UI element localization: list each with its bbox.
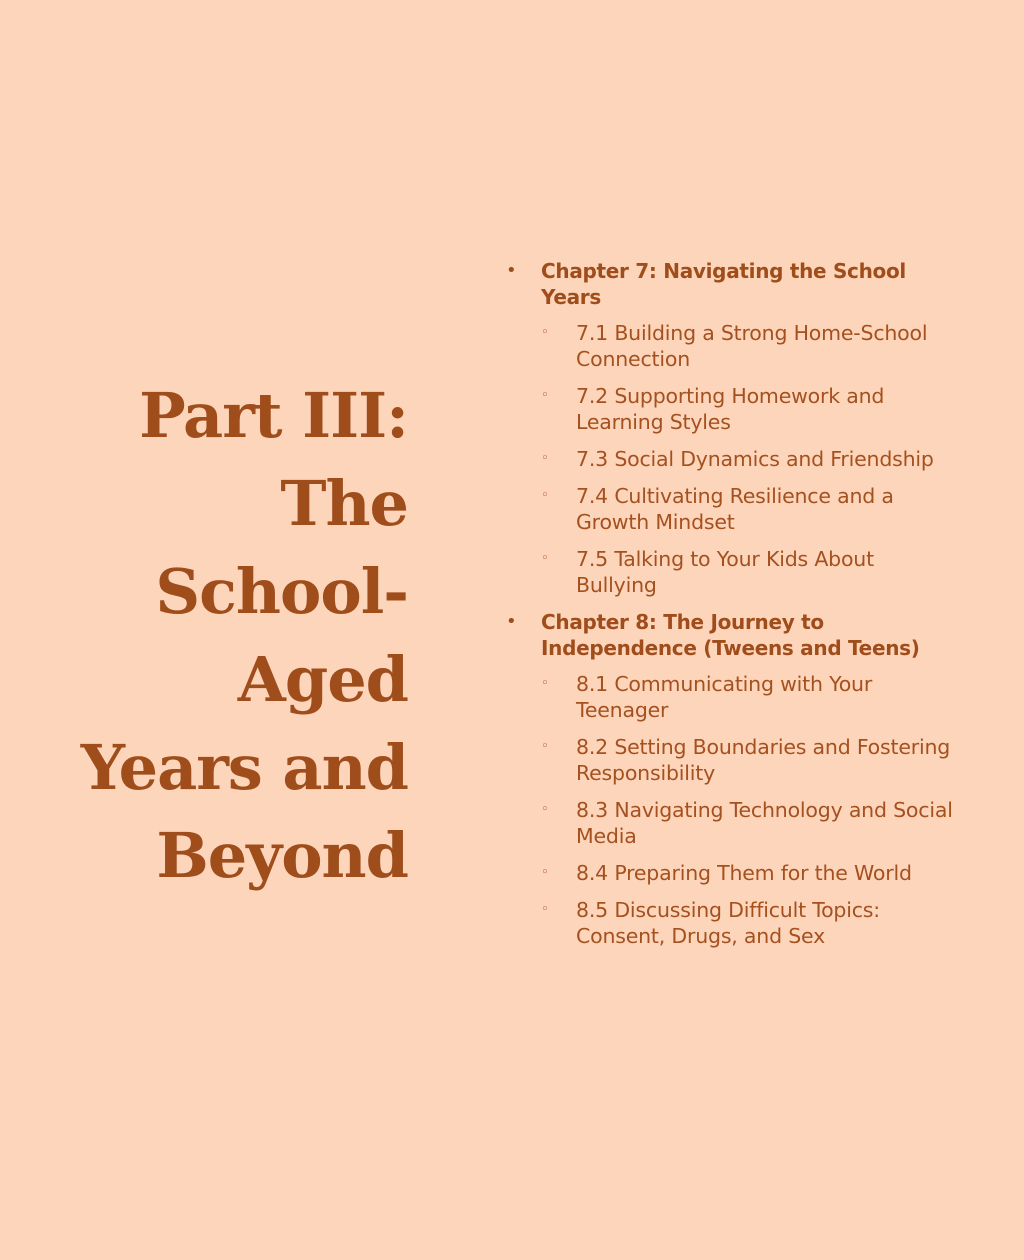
table-of-contents: [500, 258, 960, 960]
section-title: 8.2 Setting Boundaries and Fostering Responsibility: [576, 735, 951, 785]
circle-bullet-icon: ◦: [541, 388, 549, 403]
section-title: 8.1 Communicating with Your Teenager: [576, 672, 873, 722]
section-item: [541, 383, 960, 435]
section-item: [541, 320, 960, 372]
circle-bullet-icon: ◦: [541, 551, 549, 566]
part-title-line: Part III:: [139, 379, 408, 452]
section-title: 7.1 Building a Strong Home-School Connection: [576, 321, 928, 371]
section-item: [541, 734, 960, 786]
bullet-icon: •: [506, 260, 517, 281]
part-title-line: The: [280, 467, 408, 540]
section-title: 8.4 Preparing Them for the World: [576, 861, 912, 885]
chapter-7: [500, 258, 960, 598]
section-item: [541, 897, 960, 949]
circle-bullet-icon: ◦: [541, 902, 549, 917]
section-title: 7.3 Social Dynamics and Friendship: [576, 447, 934, 471]
section-title: 8.5 Discussing Difficult Topics: Consent, Drugs, and Sex: [576, 898, 880, 948]
section-item: [541, 671, 960, 723]
circle-bullet-icon: ◦: [541, 488, 549, 503]
part-title-line: Aged: [237, 643, 408, 716]
section-item: [541, 483, 960, 535]
circle-bullet-icon: ◦: [541, 325, 549, 340]
part-title-line: Beyond: [156, 819, 408, 892]
section-item: [541, 860, 960, 886]
circle-bullet-icon: ◦: [541, 739, 549, 754]
section-item: [541, 797, 960, 849]
section-title: 8.3 Navigating Technology and Social Media: [576, 798, 953, 848]
circle-bullet-icon: ◦: [541, 451, 549, 466]
section-item: [541, 446, 960, 472]
circle-bullet-icon: ◦: [541, 802, 549, 817]
chapter-8: [500, 609, 960, 949]
section-list: [541, 671, 960, 949]
bullet-icon: •: [506, 611, 517, 632]
section-title: 7.2 Supporting Homework and Learning Styles: [576, 384, 885, 434]
part-title-line: School-: [155, 555, 408, 628]
part-title: [60, 372, 408, 900]
circle-bullet-icon: ◦: [541, 676, 549, 691]
section-title: 7.5 Talking to Your Kids About Bullying: [576, 547, 874, 597]
section-list: [541, 320, 960, 598]
part-title-line: Years and: [80, 731, 408, 804]
circle-bullet-icon: ◦: [541, 865, 549, 880]
section-title: 7.4 Cultivating Resilience and a Growth Mindset: [576, 484, 894, 534]
chapter-title: Chapter 8: The Journey to Independence (Tweens and Teens): [541, 610, 920, 660]
section-item: [541, 546, 960, 598]
chapter-title: Chapter 7: Navigating the School Years: [541, 259, 906, 309]
